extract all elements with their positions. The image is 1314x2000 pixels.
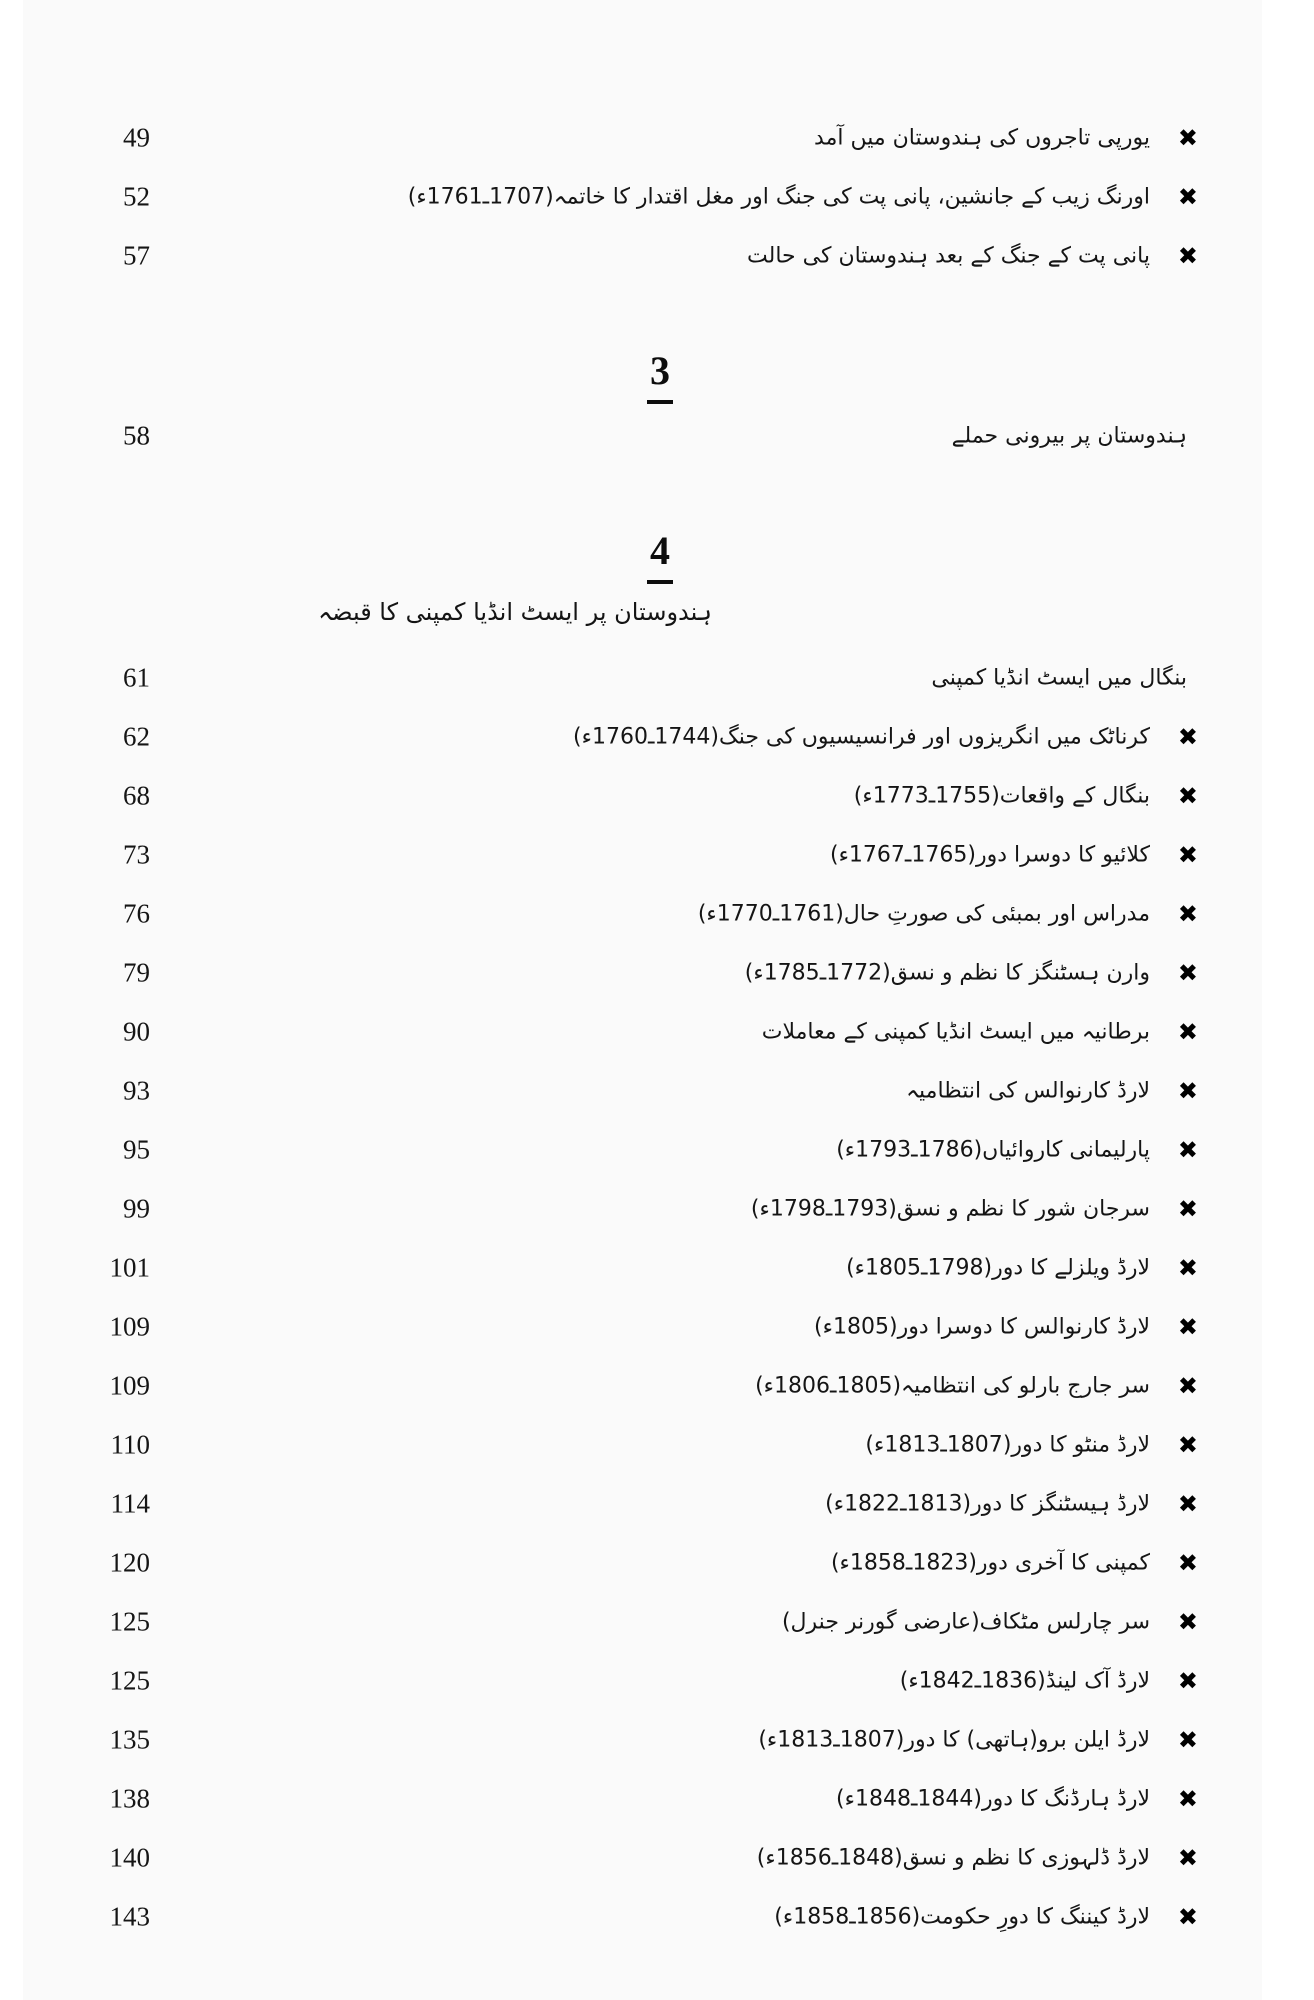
page-number: 68 [123,780,150,810]
toc-row [23,1061,1262,1120]
page-number: 76 [123,898,150,928]
page-number: 93 [123,1075,150,1105]
bullet-x-icon: ✖ [1177,1312,1198,1341]
toc-row [23,167,1262,226]
toc-row [23,1297,1262,1356]
bullet-x-icon: ✖ [1177,241,1198,270]
toc-row [23,1002,1262,1061]
page-number: 110 [110,1429,150,1459]
chapter-title: بنگال میں ایسٹ انڈیا کمپنی [931,665,1187,690]
toc-row [23,1415,1262,1474]
toc-row [23,108,1262,167]
page-number: 140 [109,1842,150,1872]
toc-rows-section-3 [23,406,1262,465]
bullet-x-icon: ✖ [1177,1076,1198,1105]
chapter-title: برطانیہ میں ایسٹ انڈیا کمپنی کے معاملات [761,1019,1150,1044]
page-number: 101 [109,1252,150,1282]
bullet-x-icon: ✖ [1177,958,1198,987]
page-surface [23,0,1262,2000]
bullet-x-icon: ✖ [1177,1607,1198,1636]
bullet-x-icon: ✖ [1177,1017,1198,1046]
toc-row [23,1356,1262,1415]
chapter-title: ہندوستان پر بیرونی حملے [951,423,1187,448]
page-number: 62 [123,721,150,751]
page-number: 99 [123,1193,150,1223]
bullet-x-icon: ✖ [1177,840,1198,869]
chapter-title: لارڈ کارنوالس کی انتظامیہ [906,1078,1150,1103]
chapter-title: لارڈ کیننگ کا دورِ حکومت(1856ـ1858ء) [774,1904,1150,1929]
page-number: 58 [123,420,150,450]
chapter-title: مدراس اور بمبئی کی صورتِ حال(1761ـ1770ء) [697,901,1150,926]
chapter-title: لارڈ منٹو کا دور(1807ـ1813ء) [865,1432,1150,1457]
chapter-title: سر چارلس مٹکاف(عارضی گورنر جنرل) [781,1609,1150,1634]
section-4-number: 4 [647,531,673,584]
toc-row [23,1651,1262,1710]
chapter-title: وارن ہسٹنگز کا نظم و نسق(1772ـ1785ء) [744,960,1150,985]
toc-row [23,766,1262,825]
toc-row [23,1769,1262,1828]
bullet-x-icon: ✖ [1177,722,1198,751]
chapter-title: کرناٹک میں انگریزوں اور فرانسیسیوں کی جنگ(1744ـ1760ء) [573,724,1150,749]
chapter-title: اورنگ زیب کے جانشین، پانی پت کی جنگ اور مغل اقتدار کا خاتمہ(1707ـ1761ء) [407,184,1150,209]
toc-row [23,1592,1262,1651]
chapter-title: کلائیو کا دوسرا دور(1765ـ1767ء) [829,842,1150,867]
toc-row [23,226,1262,285]
chapter-title: لارڈ ہارڈنگ کا دور(1844ـ1848ء) [836,1786,1150,1811]
toc-row [23,1828,1262,1887]
toc-row [23,1238,1262,1297]
bullet-x-icon: ✖ [1177,1784,1198,1813]
toc-row [23,1710,1262,1769]
chapter-title: لارڈ ویلزلے کا دور(1798ـ1805ء) [846,1255,1150,1280]
toc-row [23,1533,1262,1592]
section-3-number: 3 [647,351,673,404]
section-3-heading [647,348,673,404]
chapter-title: پارلیمانی کاروائیاں(1786ـ1793ء) [836,1137,1150,1162]
bullet-x-icon: ✖ [1177,1430,1198,1459]
page-number: 49 [123,122,150,152]
bullet-x-icon: ✖ [1177,1135,1198,1164]
toc-row [23,825,1262,884]
chapter-title: پانی پت کے جنگ کے بعد ہندوستان کی حالت [747,243,1150,268]
page-number: 73 [123,839,150,869]
chapter-title: سر جارج بارلو کی انتظامیہ(1805ـ1806ء) [755,1373,1150,1398]
page-number: 120 [109,1547,150,1577]
page-number: 90 [123,1016,150,1046]
bullet-x-icon: ✖ [1177,182,1198,211]
page-number: 114 [110,1488,150,1518]
toc-rows-top [23,108,1262,285]
page-number: 125 [109,1665,150,1695]
chapter-title: لارڈ ایلن برو(ہاتھی) کا دور(1807ـ1813ء) [758,1727,1150,1752]
bullet-x-icon: ✖ [1177,1489,1198,1518]
bullet-x-icon: ✖ [1177,1902,1198,1931]
toc-row [23,1474,1262,1533]
page-number: 138 [109,1783,150,1813]
bullet-x-icon: ✖ [1177,781,1198,810]
bullet-x-icon: ✖ [1177,1548,1198,1577]
bullet-x-icon: ✖ [1177,899,1198,928]
chapter-title: لارڈ ڈلہوزی کا نظم و نسق(1848ـ1856ء) [756,1845,1150,1870]
section-4-heading [647,528,673,584]
toc-row [23,1887,1262,1946]
bullet-x-icon: ✖ [1177,1194,1198,1223]
chapter-title: یورپی تاجروں کی ہندوستان میں آمد [814,125,1150,150]
bullet-x-icon: ✖ [1177,1371,1198,1400]
toc-row [23,943,1262,1002]
bullet-x-icon: ✖ [1177,1725,1198,1754]
toc-row [23,1179,1262,1238]
page-number: 109 [109,1370,150,1400]
page-number: 125 [109,1606,150,1636]
chapter-title: بنگال کے واقعات(1755ـ1773ء) [853,783,1150,808]
page-number: 79 [123,957,150,987]
page-number: 143 [109,1901,150,1931]
bullet-x-icon: ✖ [1177,1666,1198,1695]
chapter-title: لارڈ کارنوالس کا دوسرا دور(1805ء) [814,1314,1150,1339]
toc-row [23,1120,1262,1179]
page-number: 109 [109,1311,150,1341]
toc-row [23,884,1262,943]
toc-row [23,648,1262,707]
toc-rows-section-4 [23,648,1262,1946]
toc-row [23,406,1262,465]
chapter-title: لارڈ آک لینڈ(1836ـ1842ء) [899,1668,1150,1693]
chapter-title: لارڈ ہیسٹنگز کا دور(1813ـ1822ء) [825,1491,1150,1516]
section-4-subtitle: ہندوستان پر ایسٹ انڈیا کمپنی کا قبضہ [318,598,712,626]
bullet-x-icon: ✖ [1177,123,1198,152]
bullet-x-icon: ✖ [1177,1253,1198,1282]
page-number: 61 [123,662,150,692]
page-number: 95 [123,1134,150,1164]
chapter-title: کمپنی کا آخری دور(1823ـ1858ء) [830,1550,1150,1575]
page-number: 52 [123,181,150,211]
page-number: 57 [123,240,150,270]
bullet-x-icon: ✖ [1177,1843,1198,1872]
chapter-title: سرجان شور کا نظم و نسق(1793ـ1798ء) [750,1196,1150,1221]
page-number: 135 [109,1724,150,1754]
toc-row [23,707,1262,766]
